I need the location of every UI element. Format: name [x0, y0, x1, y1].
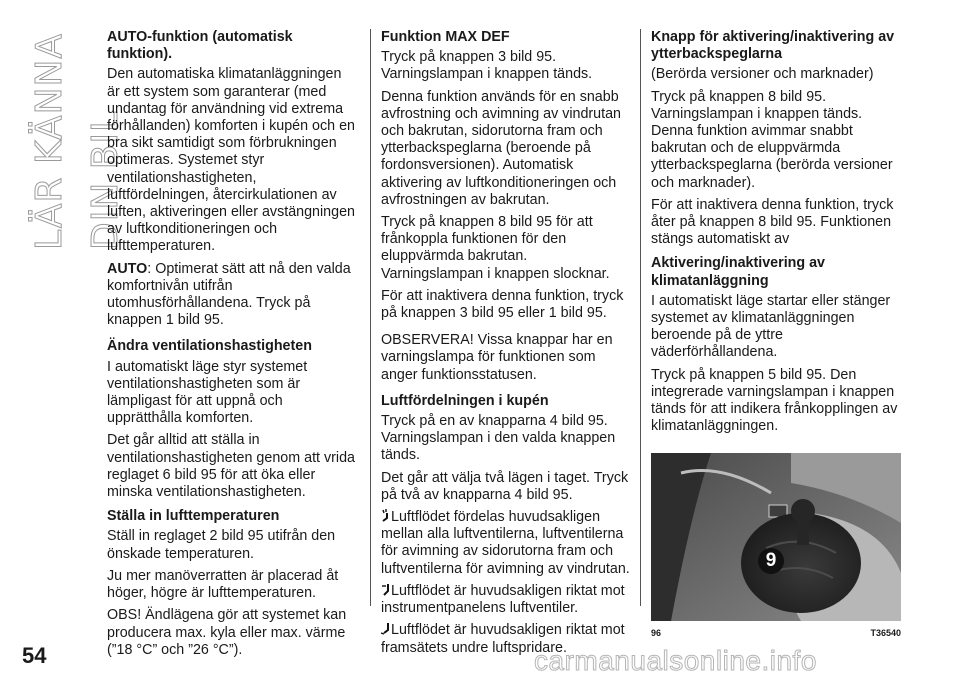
column-divider-2	[640, 29, 641, 606]
mirror-paragraph-1: (Berörda versioner och marknader)	[651, 66, 874, 83]
auto-paragraph-2-text: : Optimerat sätt att nå den valda komfortnivån utifrån utomhusförhållandena. Tryck på knappen 1 bild 95.	[107, 260, 351, 329]
temperature-paragraph-1: Ställ in reglaget 2 bild 95 utifrån den önskade temperaturen.	[107, 528, 336, 562]
figure-number: 96	[651, 628, 662, 639]
air-distribution-item-2	[381, 583, 631, 617]
max-def-paragraph-2: Denna funktion används för en snabb avfrostning och avimning av vindrutan och bakrutan, sidorutorna fram och ytterbackspeglarna (beroende på fordonsversionen). Automatisk aktivering av luftkonditioneringen och avfrostningen av bakrutan.	[381, 88, 622, 208]
figure-code: T36540	[870, 628, 901, 639]
max-def-heading: Funktion MAX DEF	[381, 29, 510, 45]
airflow-windscreen-feet-icon	[381, 509, 391, 522]
figure-caption	[651, 623, 901, 639]
column-2	[381, 29, 631, 662]
air-distribution-paragraph-1: Tryck på en av knapparna 4 bild 95. Varningslampan i den valda knappen tänds.	[381, 413, 616, 464]
column-3	[651, 29, 901, 639]
mirror-paragraph-2: Tryck på knappen 8 bild 95. Varningslampan i knappen tänds. Denna funktion avimmar snabbt bakrutan och de eluppvärmda ytterbackspeglarna (berörda versioner och marknader).	[651, 88, 893, 191]
air-distribution-item-2-text: Luftflödet är huvudsakligen riktat mot instrumentpanelens luftventiler.	[381, 582, 625, 617]
mirror-paragraph-3: För att inaktivera denna funktion, tryck åter på knappen 8 bild 95. Funktionen stängs automatiskt av	[651, 196, 894, 248]
note-paragraph: OBSERVERA! Vissa knappar har en varningslampa för funktionen som anger funktionsstatusen.	[381, 332, 613, 383]
dashboard-figure	[651, 453, 901, 621]
column-divider-1	[370, 29, 371, 606]
fan-speed-heading: Ändra ventilationshastigheten	[107, 338, 312, 355]
watermark: carmanualsonline.info	[534, 645, 817, 676]
page-number: 54	[22, 643, 47, 668]
max-def-paragraph-3: Tryck på knappen 8 bild 95 för att frånkoppla funktionen för den eluppvärmda bakrutan. Varningslampan i knappen slocknar.	[381, 214, 610, 282]
section-side-title: LÄR KÄNNA DIN BIL	[29, 32, 126, 250]
temperature-paragraph-2: Ju mer manöverratten är placerad åt höger, högre är lufttemperaturen.	[107, 567, 339, 602]
fan-paragraph-1: I automatiskt läge styr systemet ventilationshastigheten som är lämpligast för att uppnå och upprätthålla komforten.	[107, 358, 308, 427]
dashboard-photo-illustration	[651, 453, 901, 621]
airflow-feet-icon	[381, 622, 391, 635]
auto-lead: AUTO	[107, 260, 148, 277]
climate-heading: Aktivering/inaktivering av klimatanläggning	[651, 255, 826, 289]
column-1	[107, 29, 357, 664]
fan-paragraph-2: Det går alltid att ställa in ventilationshastigheten genom att vrida reglaget 6 bild 95 för att öka eller minska ventilationshastigheten.	[107, 432, 355, 501]
auto-heading: AUTO-funktion (automatisk funktion).	[107, 29, 293, 63]
auto-paragraph-2	[107, 261, 357, 330]
max-def-paragraph-4: För att inaktivera denna funktion, tryck på knappen 3 bild 95 eller 1 bild 95.	[381, 287, 624, 322]
air-distribution-item-1-text: Luftflödet fördelas huvudsakligen mellan alla luftventilerna, luftventilerna för avimning av sidorutorna fram och luftventilerna för avimning av vindrutan.	[381, 509, 630, 577]
airflow-face-icon	[381, 583, 391, 596]
max-def-paragraph-1: Tryck på knappen 3 bild 95. Varningslampan i knappen tänds.	[381, 49, 593, 83]
figure-callout-9: 9	[765, 550, 777, 572]
climate-paragraph-1: I automatiskt läge startar eller stänger systemet av klimatanläggningen beroende på de yttre väderförhållandena.	[651, 292, 891, 361]
mirror-heading: Knapp för aktivering/inaktivering av ytterbackspeglarna	[651, 29, 895, 63]
auto-paragraph-1: Den automatiska klimatanläggningen är ett system som garanterar (med undantag för användning vid extrema förhållanden) komforten i kupén och en bra sikt samtidigt som förbrukningen optimeras. Systemet styr ventilationshastigheten, luftfördelningen, återcirkulationen av luften, aktiveringen eller avstängningen av luftkonditioneringen och lufttemperaturen.	[107, 66, 355, 255]
air-distribution-paragraph-2: Det går att välja två lägen i taget. Tryck på två av knapparna 4 bild 95.	[381, 469, 629, 503]
air-distribution-item-1	[381, 509, 631, 578]
air-distribution-item-3-text: Luftflödet är huvudsakligen riktat mot framsätets undre luftspridare.	[381, 622, 625, 656]
temperature-heading: Ställa in lufttemperaturen	[107, 508, 280, 525]
temperature-paragraph-3: OBS! Ändlägena gör att systemet kan producera max. kyla eller max. värme (”18 °C” och ”26 °C”).	[107, 607, 347, 658]
air-distribution-heading: Luftfördelningen i kupén	[381, 392, 549, 409]
climate-paragraph-2: Tryck på knappen 5 bild 95. Den integrerade varningslampan i knappen tänds för att indikera frånkopplingen av klimatanläggningen.	[651, 366, 898, 435]
